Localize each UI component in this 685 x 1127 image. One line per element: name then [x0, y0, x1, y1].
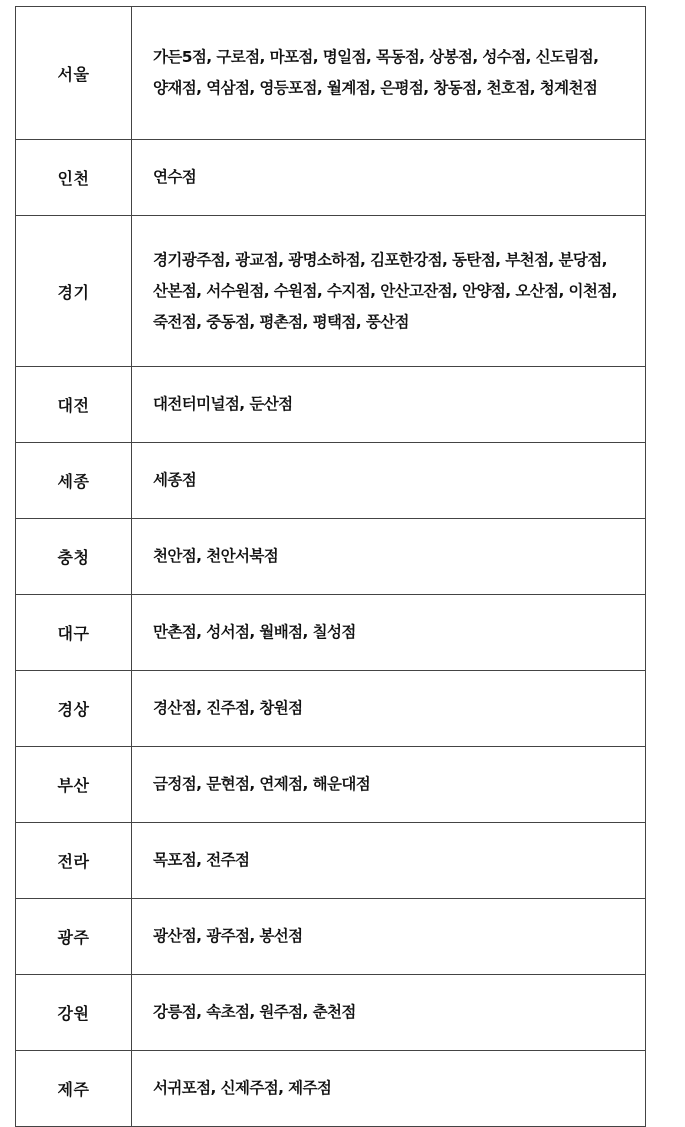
store-list: 만촌점, 성서점, 월배점, 칠성점	[132, 595, 646, 671]
region-name: 제주	[16, 1051, 132, 1127]
store-list: 서귀포점, 신제주점, 제주점	[132, 1051, 646, 1127]
region-name: 부산	[16, 747, 132, 823]
region-name: 광주	[16, 899, 132, 975]
region-name: 대전	[16, 367, 132, 443]
store-list: 가든5점, 구로점, 마포점, 명일점, 목동점, 상봉점, 성수점, 신도림점, 양재점, 역삼점, 영등포점, 월계점, 은평점, 창동점, 천호점, 청계천점	[132, 7, 646, 140]
region-name: 전라	[16, 823, 132, 899]
table-row	[16, 519, 646, 595]
table-row	[16, 823, 646, 899]
store-list-frame	[15, 6, 646, 1127]
store-list: 강릉점, 속초점, 원주점, 춘천점	[132, 975, 646, 1051]
region-name: 충청	[16, 519, 132, 595]
table-row	[16, 595, 646, 671]
region-name: 강원	[16, 975, 132, 1051]
table-row	[16, 216, 646, 367]
store-list: 세종점	[132, 443, 646, 519]
table-row	[16, 7, 646, 140]
region-name: 경상	[16, 671, 132, 747]
table-row	[16, 1051, 646, 1127]
region-name: 서울	[16, 7, 132, 140]
table-row	[16, 443, 646, 519]
store-list: 대전터미널점, 둔산점	[132, 367, 646, 443]
store-list: 경기광주점, 광교점, 광명소하점, 김포한강점, 동탄점, 부천점, 분당점, 산본점, 서수원점, 수원점, 수지점, 안산고잔점, 안양점, 오산점, 이천점, 죽전점, 중동점, 평촌점, 평택점, 풍산점	[132, 216, 646, 367]
region-name: 인천	[16, 140, 132, 216]
store-list: 광산점, 광주점, 봉선점	[132, 899, 646, 975]
region-name: 세종	[16, 443, 132, 519]
store-list: 금정점, 문현점, 연제점, 해운대점	[132, 747, 646, 823]
store-region-table	[15, 6, 646, 1127]
table-row	[16, 140, 646, 216]
store-list: 천안점, 천안서북점	[132, 519, 646, 595]
store-list: 경산점, 진주점, 창원점	[132, 671, 646, 747]
store-list: 연수점	[132, 140, 646, 216]
table-row	[16, 747, 646, 823]
table-row	[16, 671, 646, 747]
region-name: 대구	[16, 595, 132, 671]
table-row	[16, 975, 646, 1051]
table-row	[16, 367, 646, 443]
region-name: 경기	[16, 216, 132, 367]
store-list: 목포점, 전주점	[132, 823, 646, 899]
